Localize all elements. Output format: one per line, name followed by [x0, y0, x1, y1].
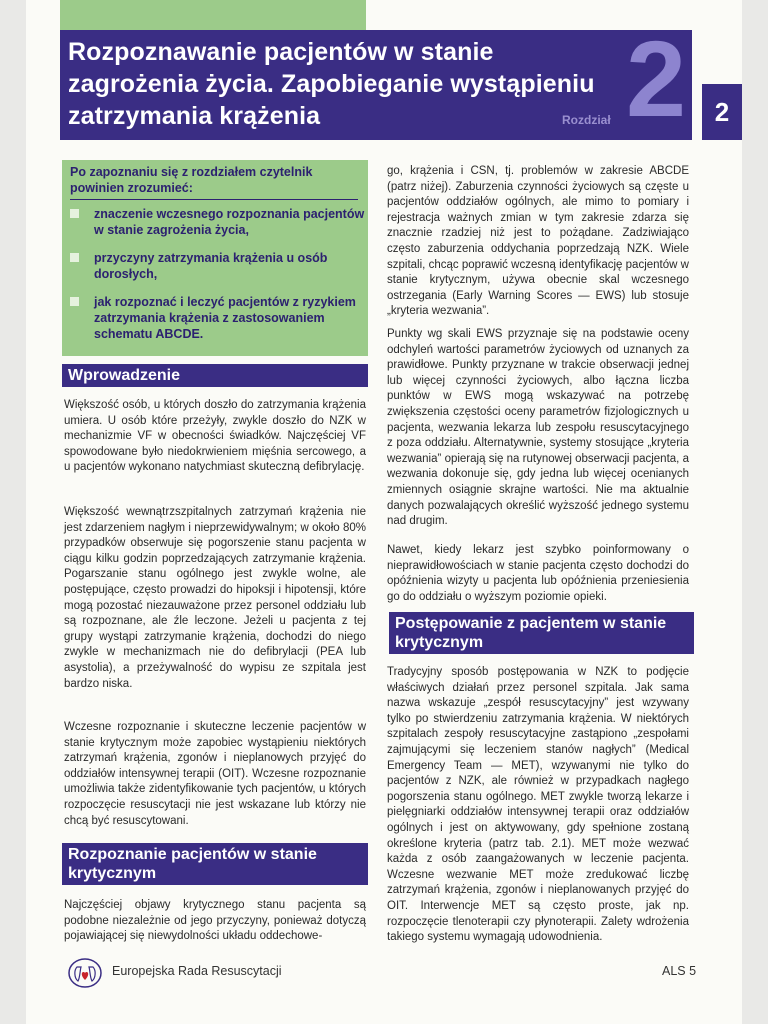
objectives-heading: Po zapoznaniu się z rozdziałem czytelnik powinien zrozumieć: — [70, 164, 358, 200]
col2-paragraph-1: go, krążenia i CSN, tj. problemów w zakresie ABCDE (patrz niżej). Zaburzenia czynności życiowych są częste u pacjentów oddziałów ogólnych, ale mimo to pomiary i rejestracja ważnych zmian w tym zakresie zdarza się znacznie rzadziej niż jest to pożądane. Zadziwiająco często zaburzenia oddychania poprzedzają NZK. Wiele szpitali, chcąc poprawić wczesną identyfikację pacjentów w stanie krytycznym, używa obecnie skal wczesnego ostrzegania (Early Warning Scores — EWS) lub stosuje „kryteria wezwania”. — [387, 165, 689, 318]
footer-organization: Europejska Rada Resuscytacji — [112, 964, 282, 978]
chapter-title-banner — [60, 18, 692, 140]
col2-paragraph-3: Nawet, kiedy lekarz jest szybko poinformowany o nieprawidłowościach w stanie pacjenta często dochodzi do opóźnienia wizyty u pacjenta lub opóźnienia przeniesienia go do oddziału o wyższym poziomie opieki. — [387, 544, 689, 603]
objective-item: znaczenie wczesnego rozpoznania pacjentów w stanie zagrożenia życia, — [70, 206, 366, 238]
objectives-list — [70, 206, 366, 354]
chapter-title: Rozpoznawanie pacjentów w stanie zagrożenia życia. Zapobieganie wystąpieniu zatrzymania krążenia — [68, 38, 595, 130]
square-bullet-icon — [70, 297, 79, 306]
section-heading-intro: Wprowadzenie — [62, 364, 368, 387]
objectives-box — [62, 160, 368, 356]
top-green-band — [60, 0, 366, 30]
objective-item: jak rozpoznać i leczyć pacjentów z ryzykiem zatrzymania krążenia z zastosowaniem schematu ABCDE. — [70, 294, 366, 342]
intro-paragraph-1: Większość osób, u których doszło do zatrzymania krążenia umiera. U osób które przeżyły, zwykle doszło do NZK w mechanizmie VF w obecności świadków. Najczęściej VF spowodowane było niedokrwieniem mięśnia sercowego, a u pacjentów wykonano natychmiast skuteczną defibrylację. — [64, 399, 366, 474]
section-heading-management: Postępowanie z pacjentem w stanie krytycznym — [389, 612, 694, 654]
intro-paragraph-3: Wczesne rozpoznanie i skuteczne leczenie pacjentów w stanie krytycznym może zapobiec wystąpieniu niektórych zatrzymań krążenia, zgonów i nieplanowych przyjęć do oddziałów intensywnej terapii (OIT). Wczesne rozpoznanie umożliwia także zidentyfikowanie tych pacjentów, u których rozpoczęcie resuscytacji nie jest wskazane lub którzy nie chcą być resuscytowani. — [64, 721, 366, 827]
square-bullet-icon — [70, 209, 79, 218]
chapter-label: Rozdział — [562, 113, 611, 127]
footer-page-number: ALS 5 — [662, 964, 697, 978]
col2-paragraph-2: Punkty wg skali EWS przyznaje się na podstawie oceny odchyleń wartości parametrów życiowych od uznanych za prawidłowe. Punkty przyznane w trakcie obserwacji jednej lub więcej czynności życiowych, albo łączna liczba punktów w EWS mogą wskazywać na potrzebę zwiększenia częstości oceny parametrów fizjologicznych u pacjenta, wezwania lekarza lub zespołu resuscytacyjnego z poza oddziału. Alternatywnie, systemy stosujące „kryteria wezwania” opierają się na rutynowej obserwacji pacjenta, a wezwania dokonuje się, gdy jedna lub więcej ocenianych zmiennych osiągnie skrajne wartości. Nie ma aktualnie danych pozwalających określić wyższość jednego systemu nad drugim. — [387, 328, 689, 528]
intro-paragraph-2: Większość wewnątrzszpitalnych zatrzymań krążenia nie jest zdarzeniem nagłym i nieprzewidywalnym; w około 80% przypadków obserwuje się pogorszenie stanu pacjenta w ciągu kilku godzin poprzedzających zatrzymanie krążenia. Pogarszanie stanu ogólnego jest zwykle wolne, ale postępujące, często prowadzi do hipoksji i hipotensji, które mogą pozostać niezauważone przez personel oddziału lub są rozpoznane, ale źle leczone. Jeżeli u pacjenta z tej grupy wystąpi zatrzymanie krążenia, dochodzi do niego zwykle w mechanizmach nie do defibrylacji (PEA lub asystolia), a przeżywalność do wypisu ze szpitala jest bardzo niska. — [64, 506, 366, 690]
recognition-paragraph-1: Najczęściej objawy krytycznego stanu pacjenta są podobne niezależnie od jego przyczyny, ponieważ dotyczą pojawiającej się niewydolności układu oddechowe- — [64, 899, 366, 943]
objective-item: przyczyny zatrzymania krążenia u osób dorosłych, — [70, 250, 366, 282]
square-bullet-icon — [70, 253, 79, 262]
heart-lungs-logo-icon — [68, 958, 102, 988]
management-paragraph-1: Tradycyjny sposób postępowania w NZK to podjęcie właściwych działań przez personel szpitala. Jak sama nazwa wskazuje „zespół resuscytacyjny” jest wzywany tylko po stwierdzeniu zatrzymania krążenia. W niektórych szpitalach zespoły resuscytacyjne zastąpiono „zespołami zajmującymi się leczeniem stanów nagłych” (Medical Emergency Team — MET), wzywanymi nie tylko do pacjentów z NZK, ale również w przypadkach nagłego pogorszenia stanu ogólnego. MET zwykle tworzą lekarze i pielęgniarki oddziałów intensywnej terapii oraz oddziałów ogólnych i jest on aktywowany, gdy spełnione zostaną określone kryteria (patrz tab. 2.1). MET może wezwać każda z osób zaangażowanych w leczenie pacjenta. Wczesne wezwanie MET może zredukować liczbę zatrzymań krążenia, zgonów i nieplanowanych przyjęć do OIT. Interwencje MET są często proste, jak np. rozpoczęcie tlenoterapii czy płynoterapii. Zalety wdrożenia takiego systemu wymagają udowodnienia. — [387, 666, 689, 944]
chapter-number: 2 — [626, 18, 687, 139]
chapter-tab: 2 — [702, 84, 742, 140]
section-heading-recognition: Rozpoznanie pacjentów w stanie krytycznym — [62, 843, 368, 885]
